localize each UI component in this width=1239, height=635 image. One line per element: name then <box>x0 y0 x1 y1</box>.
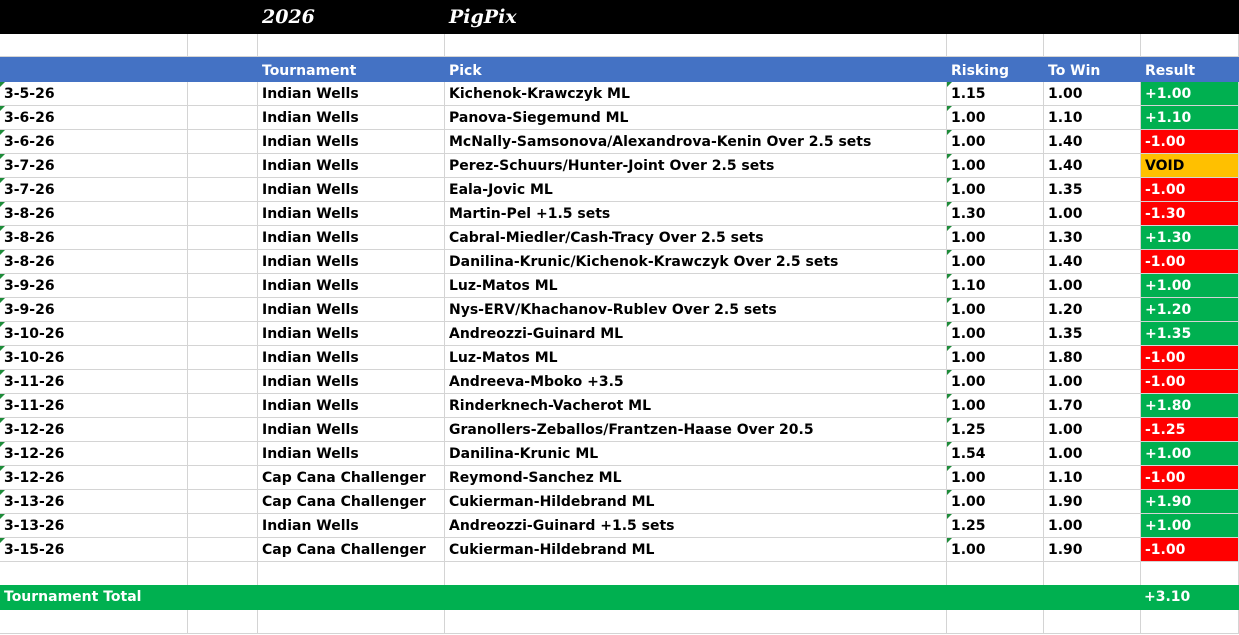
tournament-cell[interactable]: Indian Wells <box>258 322 445 346</box>
date-cell[interactable]: 3-7-26 <box>0 154 188 178</box>
table-row <box>0 202 1239 226</box>
blank-cell[interactable] <box>1044 34 1141 57</box>
to-win-cell[interactable]: 1.00 <box>1044 370 1141 394</box>
date-cell[interactable]: 3-6-26 <box>0 130 188 154</box>
pick-cell[interactable]: Luz-Matos ML <box>445 346 947 370</box>
tournament-cell[interactable]: Indian Wells <box>258 274 445 298</box>
blank-cell[interactable] <box>188 418 258 442</box>
date-cell[interactable]: 3-8-26 <box>0 202 188 226</box>
blank-cell[interactable] <box>188 250 258 274</box>
date-cell[interactable]: 3-15-26 <box>0 538 188 562</box>
blank-row <box>0 562 1239 586</box>
table-row <box>0 130 1239 154</box>
pick-cell[interactable]: Cukierman-Hildebrand ML <box>445 538 947 562</box>
blank-cell[interactable] <box>445 562 947 586</box>
result-cell[interactable]: +1.90 <box>1141 490 1239 514</box>
total-row <box>0 585 1239 610</box>
risking-cell[interactable]: 1.00 <box>947 250 1044 274</box>
title-bar <box>0 0 1239 34</box>
tournament-cell[interactable]: Cap Cana Challenger <box>258 538 445 562</box>
date-cell[interactable]: 3-10-26 <box>0 346 188 370</box>
header-tournament[interactable]: Tournament <box>258 57 445 82</box>
blank-cell[interactable] <box>188 370 258 394</box>
tournament-cell[interactable]: Indian Wells <box>258 82 445 106</box>
blank-cell[interactable] <box>188 490 258 514</box>
to-win-cell[interactable]: 1.00 <box>1044 274 1141 298</box>
title-cell-e[interactable] <box>947 0 1044 34</box>
date-cell[interactable]: 3-10-26 <box>0 322 188 346</box>
to-win-cell[interactable]: 1.00 <box>1044 418 1141 442</box>
result-cell[interactable]: +1.80 <box>1141 394 1239 418</box>
pick-cell[interactable]: Reymond-Sanchez ML <box>445 466 947 490</box>
date-cell[interactable]: 3-13-26 <box>0 490 188 514</box>
blank-row <box>0 34 1239 57</box>
title-cell-g[interactable] <box>1141 0 1239 34</box>
blank-cell[interactable] <box>947 610 1044 634</box>
blank-cell[interactable] <box>1141 562 1239 586</box>
to-win-cell[interactable]: 1.10 <box>1044 106 1141 130</box>
header-blank[interactable] <box>188 57 258 82</box>
tournament-cell[interactable]: Indian Wells <box>258 226 445 250</box>
date-cell[interactable]: 3-12-26 <box>0 418 188 442</box>
tournament-cell[interactable]: Indian Wells <box>258 250 445 274</box>
pick-cell[interactable]: Luz-Matos ML <box>445 274 947 298</box>
result-cell[interactable]: +1.30 <box>1141 226 1239 250</box>
result-cell[interactable]: +1.20 <box>1141 298 1239 322</box>
date-cell[interactable]: 3-9-26 <box>0 298 188 322</box>
blank-cell[interactable] <box>188 130 258 154</box>
blank-cell[interactable] <box>188 34 258 57</box>
blank-cell[interactable] <box>188 202 258 226</box>
tournament-cell[interactable]: Indian Wells <box>258 298 445 322</box>
date-cell[interactable]: 3-8-26 <box>0 226 188 250</box>
table-row <box>0 538 1239 562</box>
date-cell[interactable]: 3-5-26 <box>0 82 188 106</box>
result-cell[interactable]: -1.25 <box>1141 418 1239 442</box>
tournament-cell[interactable]: Indian Wells <box>258 514 445 538</box>
blank-cell[interactable] <box>0 562 188 586</box>
blank-cell[interactable] <box>445 34 947 57</box>
title-cell-a[interactable] <box>0 0 188 34</box>
risking-cell[interactable]: 1.10 <box>947 274 1044 298</box>
tournament-cell[interactable]: Indian Wells <box>258 346 445 370</box>
to-win-cell[interactable]: 1.20 <box>1044 298 1141 322</box>
table-row <box>0 178 1239 202</box>
risking-cell[interactable]: 1.00 <box>947 538 1044 562</box>
date-cell[interactable]: 3-6-26 <box>0 106 188 130</box>
to-win-cell[interactable]: 1.00 <box>1044 442 1141 466</box>
pick-cell[interactable]: McNally-Samsonova/Alexandrova-Kenin Over 2.5 sets <box>445 130 947 154</box>
risking-cell[interactable]: 1.00 <box>947 346 1044 370</box>
date-cell[interactable]: 3-7-26 <box>0 178 188 202</box>
table-row <box>0 514 1239 538</box>
tournament-cell[interactable]: Cap Cana Challenger <box>258 490 445 514</box>
blank-cell[interactable] <box>258 610 445 634</box>
blank-cell[interactable] <box>445 610 947 634</box>
date-cell[interactable]: 3-13-26 <box>0 514 188 538</box>
result-cell[interactable]: -1.00 <box>1141 466 1239 490</box>
table-row <box>0 322 1239 346</box>
pick-cell[interactable]: Martin-Pel +1.5 sets <box>445 202 947 226</box>
blank-cell[interactable] <box>188 226 258 250</box>
tournament-cell[interactable]: Indian Wells <box>258 154 445 178</box>
table-row <box>0 394 1239 418</box>
header-result[interactable]: Result <box>1141 57 1239 82</box>
to-win-cell[interactable]: 1.00 <box>1044 82 1141 106</box>
date-cell[interactable]: 3-12-26 <box>0 466 188 490</box>
blank-cell[interactable] <box>1141 34 1239 57</box>
date-cell[interactable]: 3-12-26 <box>0 442 188 466</box>
tournament-cell[interactable]: Indian Wells <box>258 178 445 202</box>
blank-cell[interactable] <box>188 298 258 322</box>
title-cell-brand[interactable] <box>445 0 947 34</box>
blank-cell[interactable] <box>188 346 258 370</box>
result-cell[interactable]: -1.00 <box>1141 538 1239 562</box>
result-cell[interactable]: +1.00 <box>1141 442 1239 466</box>
risking-cell[interactable]: 1.25 <box>947 418 1044 442</box>
risking-cell[interactable]: 1.00 <box>947 226 1044 250</box>
total-label[interactable]: Tournament Total <box>0 585 1140 610</box>
blank-cell[interactable] <box>1044 562 1141 586</box>
blank-cell[interactable] <box>0 34 188 57</box>
pick-cell[interactable]: Kichenok-Krawczyk ML <box>445 82 947 106</box>
pick-cell[interactable]: Andreozzi-Guinard +1.5 sets <box>445 514 947 538</box>
tournament-cell[interactable]: Indian Wells <box>258 130 445 154</box>
table-row <box>0 418 1239 442</box>
blank-cell[interactable] <box>188 154 258 178</box>
risking-cell[interactable]: 1.00 <box>947 154 1044 178</box>
footer-blank-row <box>0 610 1239 634</box>
result-cell[interactable]: +1.10 <box>1141 106 1239 130</box>
result-cell[interactable]: -1.00 <box>1141 130 1239 154</box>
result-cell[interactable]: +1.00 <box>1141 82 1239 106</box>
risking-cell[interactable]: 1.00 <box>947 298 1044 322</box>
header-risking[interactable]: Risking <box>947 57 1044 82</box>
header-pick[interactable]: Pick <box>445 57 947 82</box>
pick-cell[interactable]: Eala-Jovic ML <box>445 178 947 202</box>
tournament-cell[interactable]: Indian Wells <box>258 370 445 394</box>
table-row <box>0 274 1239 298</box>
date-cell[interactable]: 3-9-26 <box>0 274 188 298</box>
result-cell[interactable]: -1.30 <box>1141 202 1239 226</box>
to-win-cell[interactable]: 1.30 <box>1044 226 1141 250</box>
tournament-cell[interactable]: Indian Wells <box>258 202 445 226</box>
title-cell-f[interactable] <box>1044 0 1141 34</box>
risking-cell[interactable]: 1.00 <box>947 178 1044 202</box>
to-win-cell[interactable]: 1.35 <box>1044 322 1141 346</box>
pick-cell[interactable]: Danilina-Krunic/Kichenok-Krawczyk Over 2.5 sets <box>445 250 947 274</box>
blank-cell[interactable] <box>188 466 258 490</box>
blank-cell[interactable] <box>188 610 258 634</box>
to-win-cell[interactable]: 1.70 <box>1044 394 1141 418</box>
to-win-cell[interactable]: 1.90 <box>1044 490 1141 514</box>
pick-cell[interactable]: Andreozzi-Guinard ML <box>445 322 947 346</box>
blank-cell[interactable] <box>947 562 1044 586</box>
pick-cell[interactable]: Cabral-Miedler/Cash-Tracy Over 2.5 sets <box>445 226 947 250</box>
pick-cell[interactable]: Rinderknech-Vacherot ML <box>445 394 947 418</box>
blank-cell[interactable] <box>188 82 258 106</box>
table-row <box>0 466 1239 490</box>
result-cell[interactable]: +1.00 <box>1141 514 1239 538</box>
blank-cell[interactable] <box>188 322 258 346</box>
blank-cell[interactable] <box>1141 610 1239 634</box>
tournament-cell[interactable]: Indian Wells <box>258 106 445 130</box>
risking-cell[interactable]: 1.25 <box>947 514 1044 538</box>
tournament-cell[interactable]: Indian Wells <box>258 442 445 466</box>
pick-cell[interactable]: Cukierman-Hildebrand ML <box>445 490 947 514</box>
column-header-row <box>0 57 1239 82</box>
date-cell[interactable]: 3-11-26 <box>0 394 188 418</box>
pick-cell[interactable]: Panova-Siegemund ML <box>445 106 947 130</box>
to-win-cell[interactable]: 1.40 <box>1044 130 1141 154</box>
result-cell[interactable]: +1.35 <box>1141 322 1239 346</box>
table-row <box>0 490 1239 514</box>
blank-cell[interactable] <box>188 106 258 130</box>
to-win-cell[interactable]: 1.40 <box>1044 250 1141 274</box>
pick-cell[interactable]: Granollers-Zeballos/Frantzen-Haase Over 20.5 <box>445 418 947 442</box>
brand-label: PigPix <box>449 5 517 28</box>
blank-cell[interactable] <box>947 34 1044 57</box>
result-cell[interactable]: -1.00 <box>1141 178 1239 202</box>
to-win-cell[interactable]: 1.00 <box>1044 514 1141 538</box>
tournament-cell[interactable]: Indian Wells <box>258 394 445 418</box>
result-cell[interactable]: -1.00 <box>1141 346 1239 370</box>
to-win-cell[interactable]: 1.40 <box>1044 154 1141 178</box>
blank-cell[interactable] <box>258 562 445 586</box>
to-win-cell[interactable]: 1.10 <box>1044 466 1141 490</box>
result-cell[interactable]: VOID <box>1141 154 1239 178</box>
tournament-cell[interactable]: Indian Wells <box>258 418 445 442</box>
blank-cell[interactable] <box>188 538 258 562</box>
blank-cell[interactable] <box>188 274 258 298</box>
result-cell[interactable]: -1.00 <box>1141 250 1239 274</box>
table-row <box>0 106 1239 130</box>
blank-cell[interactable] <box>188 562 258 586</box>
risking-cell[interactable]: 1.30 <box>947 202 1044 226</box>
risking-cell[interactable]: 1.00 <box>947 106 1044 130</box>
pick-cell[interactable]: Danilina-Krunic ML <box>445 442 947 466</box>
tournament-cell[interactable]: Cap Cana Challenger <box>258 466 445 490</box>
blank-cell[interactable] <box>0 610 188 634</box>
risking-cell[interactable]: 1.00 <box>947 394 1044 418</box>
date-cell[interactable]: 3-11-26 <box>0 370 188 394</box>
date-cell[interactable]: 3-8-26 <box>0 250 188 274</box>
to-win-cell[interactable]: 1.90 <box>1044 538 1141 562</box>
blank-cell[interactable] <box>188 514 258 538</box>
blank-cell[interactable] <box>258 34 445 57</box>
pick-cell[interactable]: Nys-ERV/Khachanov-Rublev Over 2.5 sets <box>445 298 947 322</box>
risking-cell[interactable]: 1.00 <box>947 490 1044 514</box>
table-row <box>0 370 1239 394</box>
table-row <box>0 82 1239 106</box>
table-row <box>0 226 1239 250</box>
table-row <box>0 346 1239 370</box>
to-win-cell[interactable]: 1.35 <box>1044 178 1141 202</box>
header-to-win[interactable]: To Win <box>1044 57 1141 82</box>
blank-cell[interactable] <box>188 178 258 202</box>
to-win-cell[interactable]: 1.80 <box>1044 346 1141 370</box>
blank-cell[interactable] <box>188 442 258 466</box>
risking-cell[interactable]: 1.00 <box>947 370 1044 394</box>
risking-cell[interactable]: 1.00 <box>947 130 1044 154</box>
blank-cell[interactable] <box>1044 610 1141 634</box>
total-value[interactable]: +3.10 <box>1140 585 1239 610</box>
table-row <box>0 298 1239 322</box>
risking-cell[interactable]: 1.00 <box>947 466 1044 490</box>
header-date[interactable] <box>0 57 188 82</box>
table-row <box>0 442 1239 466</box>
table-row <box>0 250 1239 274</box>
title-cell-year[interactable] <box>258 0 445 34</box>
risking-cell[interactable]: 1.00 <box>947 322 1044 346</box>
pick-cell[interactable]: Perez-Schuurs/Hunter-Joint Over 2.5 sets <box>445 154 947 178</box>
risking-cell[interactable]: 1.15 <box>947 82 1044 106</box>
pick-cell[interactable]: Andreeva-Mboko +3.5 <box>445 370 947 394</box>
risking-cell[interactable]: 1.54 <box>947 442 1044 466</box>
table-row <box>0 154 1239 178</box>
blank-cell[interactable] <box>188 394 258 418</box>
year-label: 2026 <box>262 5 315 28</box>
result-cell[interactable]: +1.00 <box>1141 274 1239 298</box>
title-cell-b[interactable] <box>188 0 258 34</box>
result-cell[interactable]: -1.00 <box>1141 370 1239 394</box>
to-win-cell[interactable]: 1.00 <box>1044 202 1141 226</box>
